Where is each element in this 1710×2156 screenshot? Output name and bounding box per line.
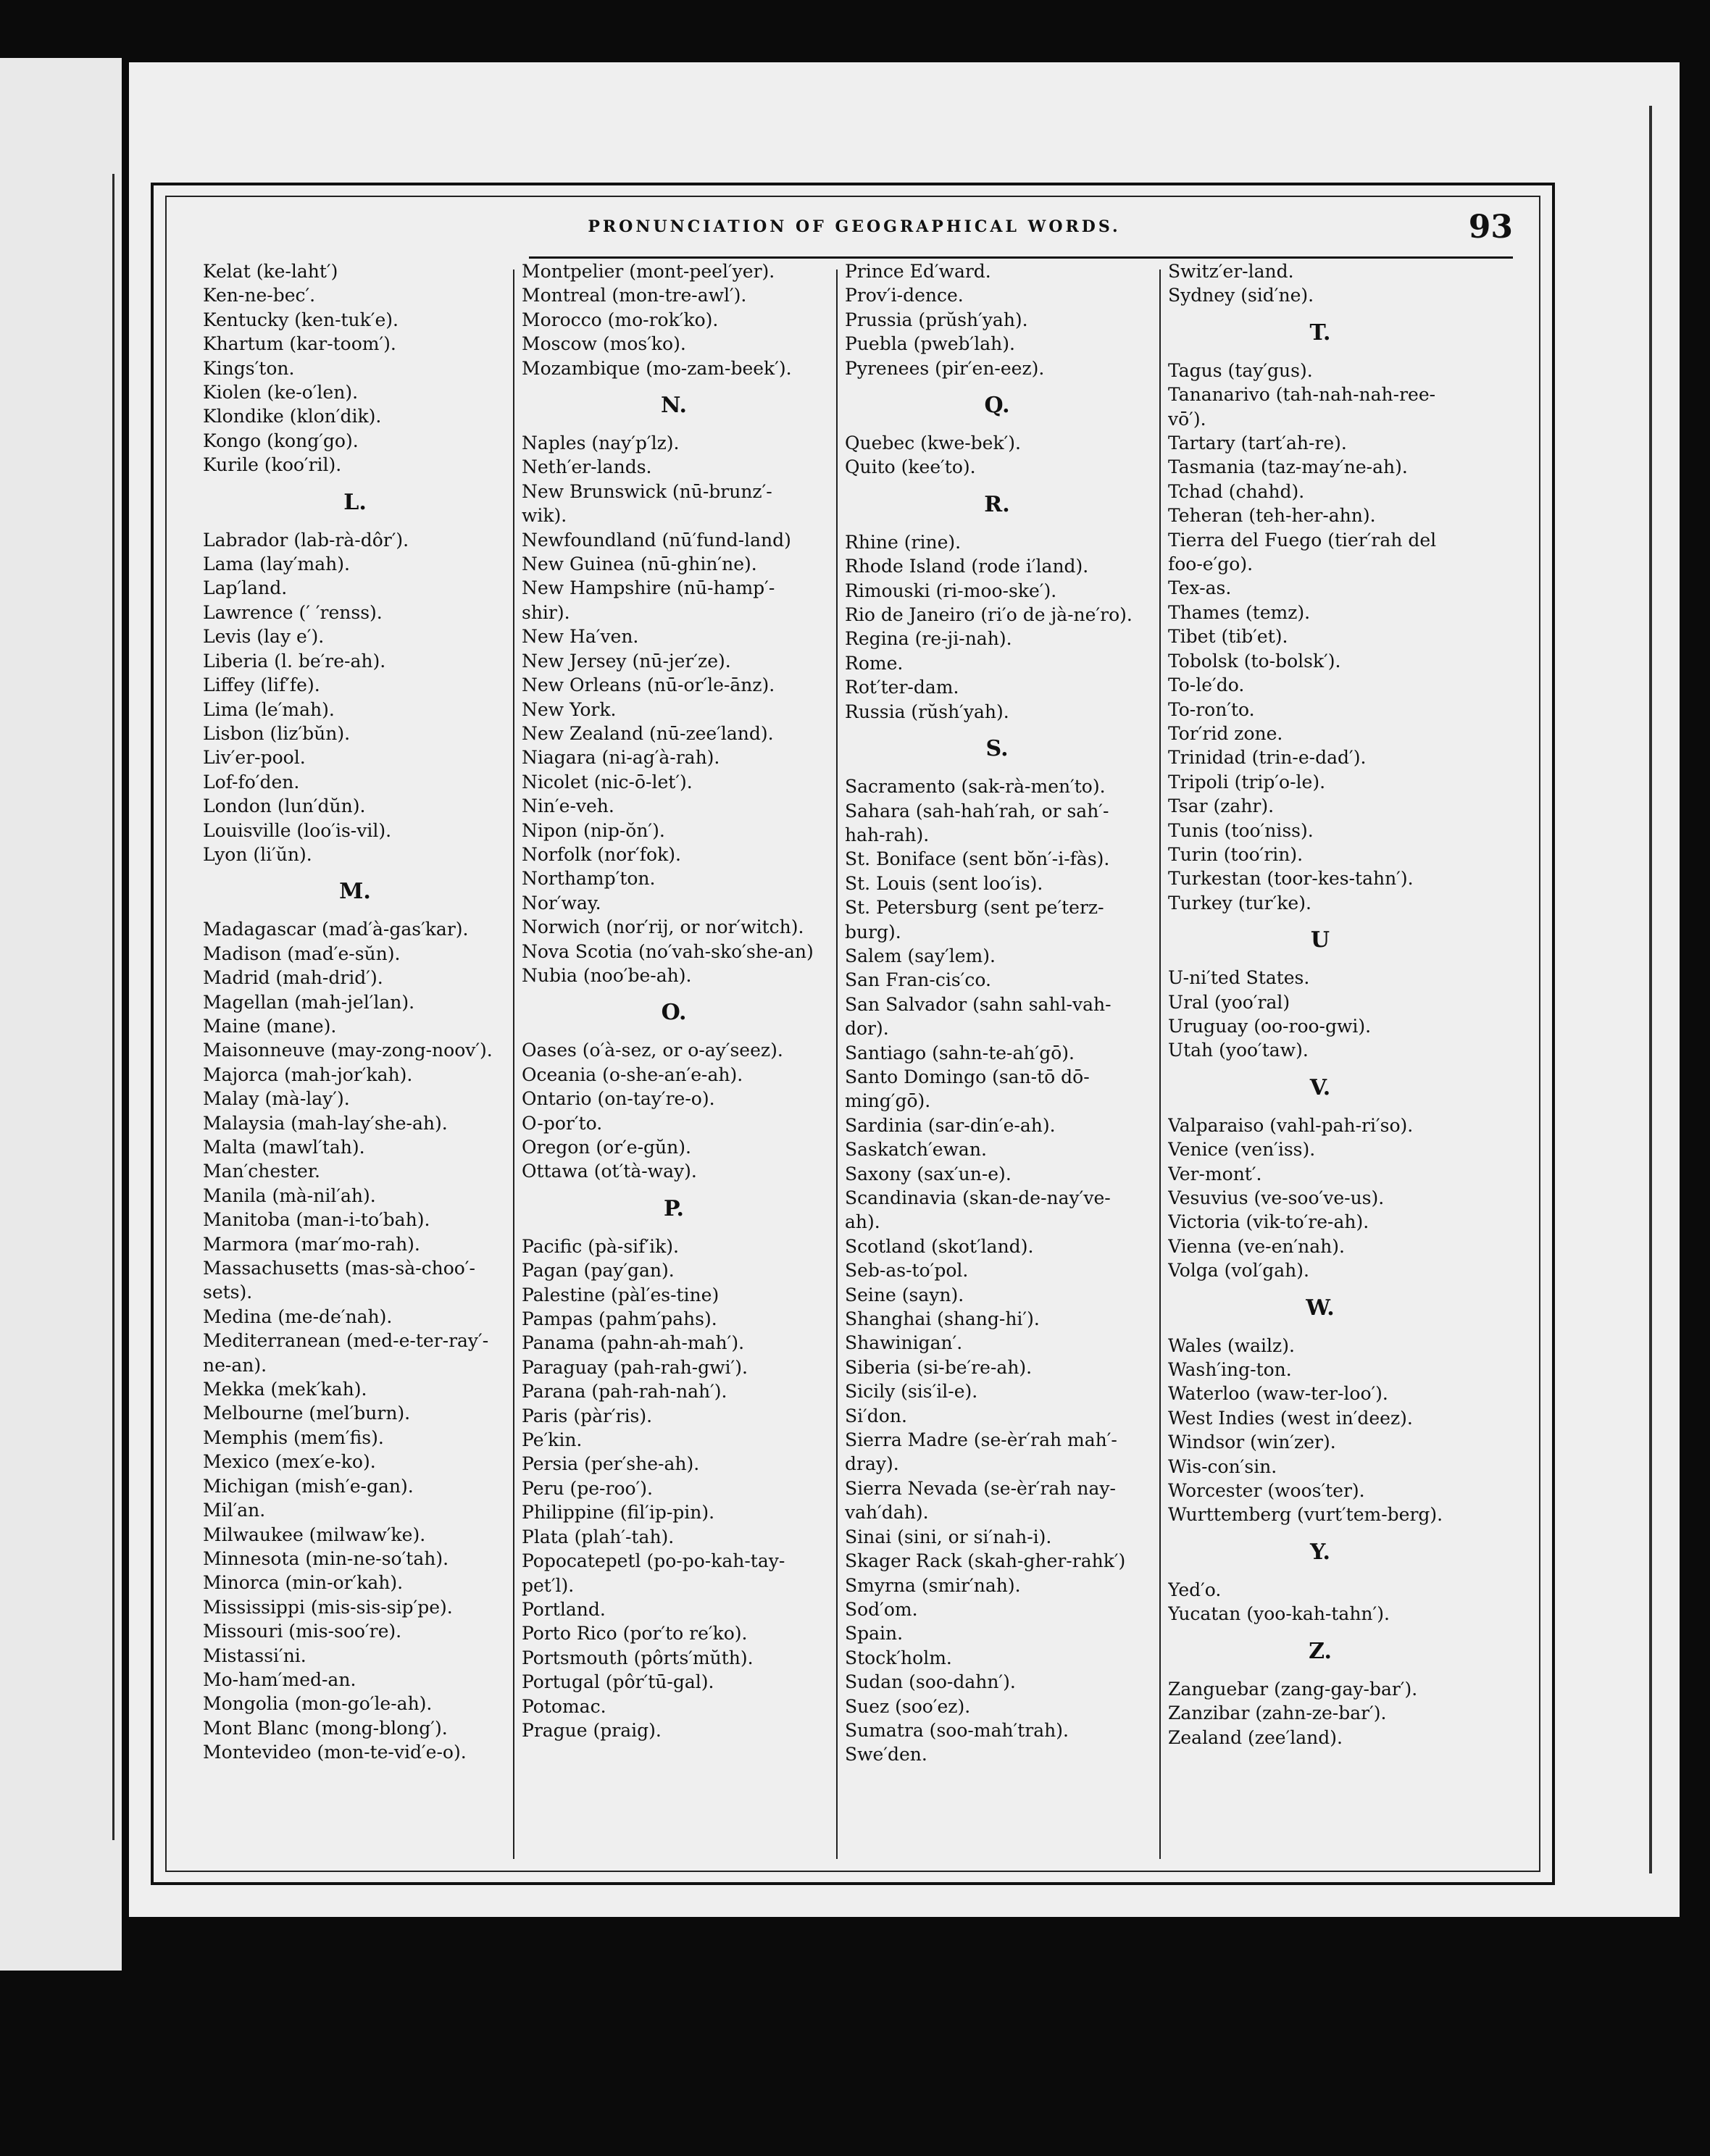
gazetteer-entry: Sod′om.: [845, 1598, 918, 1620]
gazetteer-entry: San Fran-cis′co.: [845, 969, 991, 991]
gazetteer-entry: Venice (ven′iss).: [1168, 1139, 1316, 1161]
gazetteer-entry: Ver-mont′.: [1168, 1163, 1262, 1184]
gazetteer-entry: Massachusetts (mas-sà-choo′-: [203, 1258, 475, 1279]
gazetteer-entry: Labrador (lab-rà-dôr′).: [203, 529, 409, 551]
gazetteer-entry: Saskatch′ewan.: [845, 1139, 987, 1161]
gazetteer-entry: Kentucky (ken-tuk′e).: [203, 309, 399, 330]
gazetteer-entry: Lyon (li′ŭn).: [203, 843, 312, 865]
gazetteer-entry: Sinai (sini, or si′nah-i).: [845, 1526, 1052, 1547]
column-4: [1168, 259, 1472, 1859]
gazetteer-entry: Valparaiso (vahl-pah-ri′so).: [1168, 1114, 1414, 1136]
gazetteer-entry: Mistassi′ni.: [203, 1645, 306, 1666]
gazetteer-entry: Tartary (tart′ah-re).: [1168, 433, 1347, 454]
section-letter: L.: [343, 489, 367, 515]
section-letter: Q.: [984, 393, 1010, 419]
page-header: [196, 207, 1513, 251]
column-3: [845, 259, 1149, 1859]
gazetteer-entry: ming′gō).: [845, 1090, 931, 1112]
gazetteer-entry: Madison (mad′e-sŭn).: [203, 943, 401, 964]
gazetteer-entry: Potomac.: [522, 1695, 606, 1717]
section-letter: V.: [1309, 1074, 1331, 1100]
gazetteer-entry: Liffey (lif′fe).: [203, 674, 320, 696]
gazetteer-entry: Milwaukee (milwaw′ke).: [203, 1524, 426, 1545]
gazetteer-entry: Philippine (fil′ip-pin).: [522, 1502, 715, 1524]
gazetteer-entry: Tagus (tay′gus).: [1168, 359, 1313, 381]
page-fold-line: [1649, 106, 1652, 1873]
gazetteer-entry: Klondike (klon′dik).: [203, 406, 382, 427]
gazetteer-entry: Yucatan (yoo-kah-tahn′).: [1168, 1603, 1390, 1625]
gazetteer-entry: Saxony (sax′un-e).: [845, 1163, 1012, 1184]
gazetteer-entry: pet′l).: [522, 1574, 575, 1596]
gazetteer-entry: Santiago (sahn-te-ah′gō).: [845, 1042, 1075, 1064]
gazetteer-entry: Wash′ing-ton.: [1168, 1359, 1292, 1381]
gazetteer-entry: foo-e′go).: [1168, 553, 1254, 575]
gazetteer-entry: Pagan (pay′gan).: [522, 1260, 675, 1282]
gazetteer-entry: Liv′er-pool.: [203, 747, 306, 769]
gazetteer-entry: Thames (temz).: [1168, 601, 1311, 623]
gazetteer-entry: Newfoundland (nū′fund-land): [522, 529, 791, 551]
gazetteer-entry: Scotland (skot′land).: [845, 1235, 1034, 1257]
gazetteer-entry: Turin (too′rin).: [1168, 843, 1304, 865]
gazetteer-entry: Volga (vol′gah).: [1168, 1260, 1309, 1282]
page-number: 93: [1468, 209, 1513, 246]
adjacent-page-edge: [0, 58, 122, 1971]
gazetteer-entry: Yed′o.: [1168, 1579, 1222, 1600]
column-divider: [1159, 270, 1161, 1859]
gazetteer-entry: Oases (o′à-sez, or o-ay′seez).: [522, 1040, 783, 1061]
gazetteer-entry: Shanghai (shang-hi′).: [845, 1308, 1040, 1330]
gazetteer-entry: Khartum (kar-toom′).: [203, 333, 396, 355]
gazetteer-entry: Nubia (noo′be-ah).: [522, 964, 692, 986]
gazetteer-entry: Russia (rŭsh′yah).: [845, 701, 1009, 722]
gazetteer-entry: Prussia (prŭsh′yah).: [845, 309, 1028, 330]
gazetteer-entry: Montevideo (mon-te-vid′e-o).: [203, 1742, 467, 1763]
gazetteer-entry: Malta (mawl′tah).: [203, 1137, 365, 1158]
header-rule: [529, 256, 1513, 259]
gazetteer-entry: New Ha′ven.: [522, 626, 639, 648]
gazetteer-entry: Tobolsk (to-bolsk′).: [1168, 650, 1341, 672]
gazetteer-entry: Neth′er-lands.: [522, 456, 652, 478]
section-letter: R.: [984, 491, 1010, 517]
gazetteer-entry: Minorca (min-or′kah).: [203, 1572, 404, 1594]
gazetteer-entry: Tsar (zahr).: [1168, 795, 1275, 817]
gazetteer-entry: Portsmouth (pôrts′mŭth).: [522, 1647, 754, 1668]
gazetteer-entry: Wales (wailz).: [1168, 1334, 1295, 1356]
gazetteer-entry: Nipon (nip-ŏn′).: [522, 819, 665, 841]
gazetteer-entry: Malay (mà-lay′).: [203, 1088, 350, 1110]
gazetteer-entry: Kiolen (ke-o′len).: [203, 382, 359, 404]
gazetteer-entry: Pampas (pahm′pahs).: [522, 1308, 717, 1330]
section-letter: T.: [1309, 319, 1331, 346]
gazetteer-entry: Windsor (win′zer).: [1168, 1432, 1336, 1453]
gazetteer-entry: Prague (praig).: [522, 1719, 662, 1741]
gazetteer-entry: Manila (mà-nil′ah).: [203, 1184, 376, 1206]
gazetteer-entry: Regina (re-ji-nah).: [845, 628, 1012, 650]
gazetteer-entry: Panama (pahn-ah-mah′).: [522, 1332, 745, 1354]
gazetteer-entry: hah-rah).: [845, 824, 930, 845]
gazetteer-entry: Santo Domingo (san-tō dō-: [845, 1066, 1090, 1087]
gazetteer-entry: Rot′ter-dam.: [845, 677, 959, 698]
page-frame-inner: [165, 196, 1540, 1872]
gazetteer-entry: Norfolk (nor′fok).: [522, 843, 681, 865]
gazetteer-entry: Levis (lay e′).: [203, 626, 325, 648]
gazetteer-entry: shir).: [522, 601, 570, 623]
gazetteer-entry: Man′chester.: [203, 1161, 320, 1182]
gazetteer-entry: Liberia (l. be′re-ah).: [203, 650, 386, 672]
gazetteer-entry: Mexico (mex′e-ko).: [203, 1451, 376, 1473]
adjacent-page-rule: [112, 174, 114, 1840]
gazetteer-entry: Lama (lay′mah).: [203, 553, 350, 575]
gazetteer-entry: burg).: [845, 921, 901, 943]
gazetteer-entry: Uruguay (oo-roo-gwi).: [1168, 1015, 1372, 1037]
gazetteer-entry: Rome.: [845, 652, 904, 674]
gazetteer-entry: Mediterranean (med-e-ter-ray′-: [203, 1330, 489, 1352]
section-letter: S.: [985, 736, 1009, 762]
gazetteer-entry: Sicily (sis′il-e).: [845, 1381, 978, 1403]
gazetteer-entry: Mont Blanc (mong-blong′).: [203, 1717, 448, 1739]
gazetteer-entry: San Salvador (sahn sahl-vah-: [845, 993, 1112, 1015]
section-letter: N.: [661, 393, 687, 419]
gazetteer-entry: St. Boniface (sent bŏn′-i-fàs).: [845, 848, 1110, 870]
column-2: [522, 259, 826, 1859]
gazetteer-entry: dor).: [845, 1018, 889, 1040]
section-letter: U: [1310, 927, 1330, 953]
gazetteer-entry: London (lun′dŭn).: [203, 795, 366, 817]
gazetteer-entry: ne-an).: [203, 1354, 267, 1376]
gazetteer-entry: Sydney (sid′ne).: [1168, 285, 1314, 306]
gazetteer-entry: Minnesota (min-ne-so′tah).: [203, 1547, 449, 1569]
gazetteer-entry: Tex-as.: [1168, 577, 1232, 599]
gazetteer-entry: Naples (nay′p′lz).: [522, 433, 680, 454]
gazetteer-entry: Prov′i-dence.: [845, 285, 964, 306]
section-letter: P.: [663, 1195, 685, 1221]
gazetteer-entry: Nova Scotia (no′vah-sko′she-an): [522, 940, 814, 962]
gazetteer-entry: Tor′rid zone.: [1168, 722, 1283, 744]
gazetteer-entry: Marmora (mar′mo-rah).: [203, 1233, 420, 1255]
gazetteer-entry: Pacific (pà-sif′ik).: [522, 1235, 679, 1257]
gazetteer-entry: Ural (yoo′ral): [1168, 991, 1290, 1013]
gazetteer-entry: Tripoli (trip′o-le).: [1168, 771, 1326, 793]
column-1: [203, 259, 507, 1859]
gazetteer-entry: New Brunswick (nū-brunz′-: [522, 480, 772, 502]
gazetteer-entry: Salem (say′lem).: [845, 945, 996, 966]
column-divider: [513, 270, 514, 1859]
gazetteer-entry: Smyrna (smir′nah).: [845, 1574, 1021, 1596]
page-frame: [151, 183, 1555, 1885]
gazetteer-entry: To-le′do.: [1168, 674, 1245, 696]
gazetteer-entry: Suez (soo′ez).: [845, 1695, 971, 1717]
gazetteer-entry: Scandinavia (skan-de-nay′ve-: [845, 1187, 1111, 1208]
gazetteer-entry: Niagara (ni-ag′à-rah).: [522, 747, 720, 769]
gazetteer-entry: Persia (per′she-ah).: [522, 1453, 700, 1475]
gazetteer-entry: vah′dah).: [845, 1502, 929, 1524]
gazetteer-entry: Sierra Nevada (se-èr′rah nay-: [845, 1477, 1116, 1499]
gazetteer-entry: Lap′land.: [203, 577, 288, 599]
gazetteer-entry: Portland.: [522, 1598, 606, 1620]
gazetteer-entry: Mongolia (mon-go′le-ah).: [203, 1693, 433, 1715]
gazetteer-entry: Kurile (koo′ril).: [203, 454, 342, 476]
gazetteer-entry: Madagascar (mad′à-gas′kar).: [203, 919, 469, 940]
gazetteer-entry: Turkey (tur′ke).: [1168, 892, 1311, 914]
section-letter: W.: [1306, 1295, 1335, 1321]
gazetteer-entry: Sierra Madre (se-èr′rah mah′-: [845, 1429, 1117, 1451]
gazetteer-entry: Siberia (si-be′re-ah).: [845, 1356, 1033, 1378]
gazetteer-entry: Kongo (kong′go).: [203, 430, 359, 451]
gazetteer-entry: Puebla (pweb′lah).: [845, 333, 1015, 355]
gazetteer-entry: Majorca (mah-jor′kah).: [203, 1064, 413, 1085]
gazetteer-entry: St. Louis (sent loo′is).: [845, 872, 1043, 894]
gazetteer-entry: Trinidad (trin-e-dad′).: [1168, 747, 1367, 769]
gazetteer-entry: Tasmania (taz-may′ne-ah).: [1168, 456, 1408, 478]
gazetteer-entry: Northamp′ton.: [522, 868, 656, 890]
gazetteer-entry: Oceania (o-she-an′e-ah).: [522, 1064, 743, 1085]
gazetteer-entry: Skager Rack (skah-gher-rahk′): [845, 1550, 1126, 1572]
gazetteer-entry: New Zealand (nū-zee′land).: [522, 722, 774, 744]
gazetteer-entry: Zealand (zee′land).: [1168, 1726, 1343, 1748]
gazetteer-entry: Sacramento (sak-rà-men′to).: [845, 776, 1106, 798]
section-letter: Z.: [1309, 1638, 1332, 1664]
gazetteer-entry: Spain.: [845, 1623, 904, 1645]
section-letter: Y.: [1310, 1539, 1330, 1565]
gazetteer-entry: Maine (mane).: [203, 1015, 337, 1037]
gazetteer-entry: Ottawa (ot′tà-way).: [522, 1161, 697, 1182]
gazetteer-entry: Louisville (loo′is-vil).: [203, 819, 392, 841]
gazetteer-entry: Medina (me-de′nah).: [203, 1305, 393, 1327]
gazetteer-entry: Magellan (mah-jel′lan).: [203, 991, 415, 1013]
gazetteer-entry: Mil′an.: [203, 1500, 266, 1521]
gazetteer-entry: St. Petersburg (sent pe′terz-: [845, 897, 1104, 919]
gazetteer-entry: New York.: [522, 698, 617, 720]
gazetteer-entry: Sudan (soo-dahn′).: [845, 1671, 1016, 1693]
gazetteer-entry: Palestine (pàl′es-tine): [522, 1284, 720, 1305]
gazetteer-entry: Parana (pah-rah-nah′).: [522, 1381, 727, 1403]
gazetteer-entry: Victoria (vik-to′re-ah).: [1168, 1211, 1369, 1233]
gazetteer-entry: Tananarivo (tah-nah-nah-ree-: [1168, 384, 1436, 406]
gazetteer-entry: O-por′to.: [522, 1112, 603, 1134]
gazetteer-entry: Rhine (rine).: [845, 531, 962, 553]
gazetteer-entry: Lisbon (liz′bŭn).: [203, 722, 351, 744]
gazetteer-entry: Tunis (too′niss).: [1168, 819, 1314, 841]
gazetteer-entry: Turkestan (toor-kes-tahn′).: [1168, 868, 1414, 890]
gazetteer-entry: Teheran (teh-her-ahn).: [1168, 505, 1376, 527]
gazetteer-entry: vō′).: [1168, 408, 1206, 430]
gazetteer-entry: Popocatepetl (po-po-kah-tay-: [522, 1550, 785, 1572]
gazetteer-entry: sets).: [203, 1282, 253, 1303]
gazetteer-entry: Memphis (mem′fis).: [203, 1426, 384, 1448]
gazetteer-entry: Zanzibar (zahn-ze-bar′).: [1168, 1702, 1387, 1724]
gazetteer-entry: Ontario (on-tay′re-o).: [522, 1088, 715, 1110]
gazetteer-entry: Lima (le′mah).: [203, 698, 335, 720]
gazetteer-entry: Kings′ton.: [203, 357, 295, 379]
gazetteer-entry: New Orleans (nū-or′le-ānz).: [522, 674, 775, 696]
gazetteer-entry: Michigan (mish′e-gan).: [203, 1475, 414, 1497]
gazetteer-entry: Lawrence (′ ′renss).: [203, 601, 383, 623]
gazetteer-entry: Melbourne (mel′burn).: [203, 1403, 411, 1424]
gazetteer-entry: To-ron′to.: [1168, 698, 1255, 720]
gazetteer-entry: Seine (sayn).: [845, 1284, 964, 1305]
gazetteer-entry: U-ni′ted States.: [1168, 967, 1310, 989]
gazetteer-entry: Peru (pe-roo′).: [522, 1477, 653, 1499]
gazetteer-entry: ah).: [845, 1211, 880, 1233]
gazetteer-entry: Waterloo (waw-ter-loo′).: [1168, 1383, 1388, 1405]
gazetteer-entry: Madrid (mah-drid′).: [203, 967, 383, 989]
gazetteer-entry: Maisonneuve (may-zong-noov′).: [203, 1040, 493, 1061]
gazetteer-entry: Kelat (ke-laht′): [203, 261, 338, 282]
gazetteer-entry: Worcester (woos′ter).: [1168, 1480, 1365, 1502]
gazetteer-entry: Shawinigan′.: [845, 1332, 963, 1354]
gazetteer-entry: Malaysia (mah-lay′she-ah).: [203, 1112, 448, 1134]
gazetteer-entry: Rimouski (ri-moo-ske′).: [845, 580, 1057, 601]
gazetteer-entry: Plata (plah′-tah).: [522, 1526, 675, 1547]
gazetteer-entry: Montpelier (mont-peel′yer).: [522, 261, 775, 282]
document-page: [129, 62, 1680, 1917]
gazetteer-entry: Ken-ne-bec′.: [203, 285, 316, 306]
gazetteer-entry: Quebec (kwe-bek′).: [845, 433, 1022, 454]
gazetteer-entry: Vesuvius (ve-soo′ve-us).: [1168, 1187, 1385, 1208]
gazetteer-entry: Sardinia (sar-din′e-ah).: [845, 1114, 1056, 1136]
gazetteer-entry: Porto Rico (por′to re′ko).: [522, 1623, 748, 1645]
gazetteer-entry: Tibet (tib′et).: [1168, 626, 1288, 648]
gazetteer-entry: Tchad (chahd).: [1168, 480, 1305, 502]
section-letter: O.: [661, 1000, 687, 1026]
gazetteer-entry: New Jersey (nū-jer′ze).: [522, 650, 731, 672]
gazetteer-entry: Missouri (mis-soo′re).: [203, 1621, 402, 1642]
gazetteer-entry: Vienna (ve-en′nah).: [1168, 1235, 1345, 1257]
gazetteer-entry: Pyrenees (pir′en-eez).: [845, 357, 1045, 379]
gazetteer-entry: Sumatra (soo-mah′trah).: [845, 1719, 1069, 1741]
gazetteer-entry: Tierra del Fuego (tier′rah del: [1168, 529, 1437, 551]
section-letter: M.: [339, 879, 371, 905]
gazetteer-entry: Swe′den.: [845, 1744, 927, 1766]
gazetteer-entry: Nor′way.: [522, 892, 601, 914]
gazetteer-entry: dray).: [845, 1453, 899, 1475]
gazetteer-entry: Mississippi (mis-sis-sip′pe).: [203, 1596, 453, 1618]
gazetteer-entry: Norwich (nor′rij, or nor′witch).: [522, 916, 804, 938]
gazetteer-entry: Montreal (mon-tre-awl′).: [522, 285, 747, 306]
gazetteer-entry: West Indies (west in′deez).: [1168, 1407, 1413, 1429]
gazetteer-entry: Morocco (mo-rok′ko).: [522, 309, 719, 330]
gazetteer-entry: Paris (pàr′ris).: [522, 1405, 653, 1426]
gazetteer-entry: Wurttemberg (vurt′tem-berg).: [1168, 1504, 1443, 1526]
gazetteer-entry: Sahara (sah-hah′rah, or sah′-: [845, 800, 1109, 822]
gazetteer-entry: Rio de Janeiro (ri′o de jà-ne′ro).: [845, 604, 1133, 626]
gazetteer-entry: Rhode Island (rode i′land).: [845, 556, 1089, 577]
gazetteer-entry: Zanguebar (zang-gay-bar′).: [1168, 1678, 1418, 1700]
gazetteer-entry: wik).: [522, 505, 567, 527]
gazetteer-entry: Nicolet (nic-ō-let′).: [522, 771, 693, 793]
gazetteer-entry: Pe′kin.: [522, 1429, 583, 1451]
gazetteer-entry: Quito (kee′to).: [845, 456, 976, 478]
gazetteer-entry: Stock′holm.: [845, 1647, 952, 1668]
gazetteer-entry: Nin′e-veh.: [522, 795, 614, 817]
gazetteer-entry: Mozambique (mo-zam-beek′).: [522, 357, 792, 379]
gazetteer-entry: Manitoba (man-i-to′bah).: [203, 1209, 430, 1231]
gazetteer-entry: Paraguay (pah-rah-gwi′).: [522, 1356, 748, 1378]
gazetteer-entry: Lof-fo′den.: [203, 771, 300, 793]
gazetteer-entry: Utah (yoo′taw).: [1168, 1040, 1309, 1061]
gazetteer-entry: Seb-as-to′pol.: [845, 1260, 969, 1282]
gazetteer-entry: Oregon (or′e-gŭn).: [522, 1137, 691, 1158]
gazetteer-entry: Mekka (mek′kah).: [203, 1379, 367, 1400]
page-title: PRONUNCIATION OF GEOGRAPHICAL WORDS.: [588, 217, 1121, 236]
column-divider: [836, 270, 838, 1859]
gazetteer-entry: Si′don.: [845, 1405, 907, 1426]
gazetteer-entry: Wis-con′sin.: [1168, 1455, 1277, 1477]
gazetteer-entry: New Hampshire (nū-hamp′-: [522, 577, 775, 599]
gazetteer-entry: Mo-ham′med-an.: [203, 1668, 356, 1690]
gazetteer-entry: New Guinea (nū-ghin′ne).: [522, 553, 757, 575]
gazetteer-entry: Prince Ed′ward.: [845, 261, 991, 282]
gazetteer-entry: Switz′er-land.: [1168, 261, 1294, 282]
gazetteer-entry: Portugal (pôr′tū-gal).: [522, 1671, 714, 1693]
gazetteer-entry: Moscow (mos′ko).: [522, 333, 686, 355]
